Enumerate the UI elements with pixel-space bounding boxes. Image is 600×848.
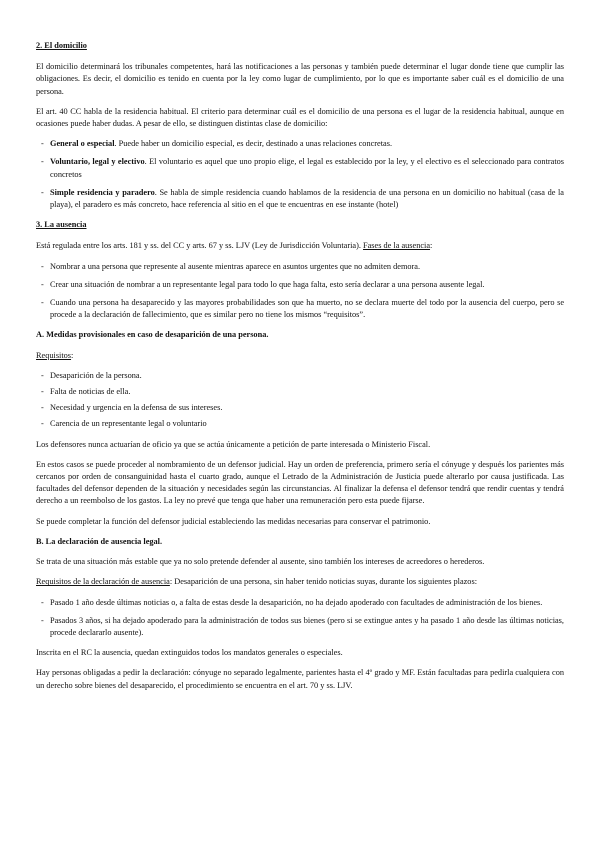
- subsection-title-end: .: [160, 536, 163, 546]
- paragraph: Los defensores nunca actuarían de oficio ya que se actúa únicamente a petición de parte interesada o Ministerio Fiscal.: [36, 439, 431, 449]
- list-item: [36, 156, 564, 180]
- section-title-domicilio: 2. El domicilio: [36, 41, 87, 50]
- list-item: - Falta de noticias de ella.: [36, 386, 564, 398]
- section-title-ausencia: 3. La ausencia: [36, 220, 87, 230]
- subsection-title-medidas: [36, 329, 564, 341]
- requisites-declaration-text: : Desaparición de una persona, sin haber tenido noticias suyas, durante los siguientes plazos:: [169, 577, 477, 587]
- list-item-term: Voluntario, legal y electivo: [50, 157, 145, 167]
- phases-label: Fases de la ausencia: [362, 241, 431, 251]
- list-item: - Pasados 3 años, si ha dejado apoderado para la administración de todos sus bienes (pero si se extingue antes y ha pasado 1 año desde las últimas noticias, procede declararlo ausente).: [36, 615, 564, 639]
- paragraph: [36, 240, 564, 252]
- list-item: - Crear una situación de nombrar a un representante legal para todo lo que haga falta, esto sería declarar a una persona ausente legal.: [36, 279, 564, 291]
- list-item: [36, 138, 564, 150]
- list-item: - Carencia de un representante legal o voluntario: [36, 418, 564, 430]
- paragraph: [36, 576, 564, 588]
- phases-list: [36, 261, 564, 322]
- list-item: - Necesidad y urgencia en la defensa de sus intereses.: [36, 402, 564, 414]
- paragraph: El domicilio determinará los tribunales competentes, hará las notificaciones a las personas y también puede determinar el lugar donde tiene que cumplir las obligaciones. Es decir, el domicilio es tenido en cuenta por la ley como lugar de cumplimiento, por lo que es importante saber cuál es el domicilio de una persona.: [36, 62, 564, 96]
- list-item: - Cuando una persona ha desaparecido y las mayores probabilidades son que ha muerto, no se declara muerte del todo por la ausencia del cuerpo, pero se procede a la declaración de fallecimiento, que es similar pero no tiene los mismos “requisitos”.: [36, 297, 564, 321]
- paragraph: Inscrita en el RC la ausencia, quedan extinguidos todos los mandatos generales o especiales.: [36, 648, 343, 658]
- requisites-list: [36, 370, 564, 431]
- paragraph: Se trata de una situación más estable que ya no solo pretende defender al ausente, sino también los intereses de acreedores o herederos.: [36, 557, 485, 567]
- list-item-text: . Puede haber un domicilio especial, es decir, destinado a unas relaciones concretas.: [114, 139, 393, 149]
- list-item: - Nombrar a una persona que represente al ausente mientras aparece en asuntos urgentes que no admiten demora.: [36, 261, 564, 273]
- list-item-text: . Se habla de simple residencia cuando hablamos de la residencia de una persona en un domicilio no habitual (casa de la playa), el paradero es más concreto, hace referencia al sitio en el que te encuentras en ese instante (hotel): [50, 187, 564, 210]
- paragraph: Se puede completar la función del defensor judicial estableciendo las medidas necesarias para conservar el patrimonio.: [36, 516, 431, 526]
- requisites-label-end: :: [71, 350, 74, 360]
- requisites-declaration-label: Requisitos de la declaración de ausencia: [36, 577, 170, 587]
- list-item-text: . El voluntario es aquel que uno propio elige, el legal es establecido por la ley, y el electivo es el seleccionado para contratos concretos: [50, 157, 565, 179]
- subsection-title-text: A. Medidas provisionales en caso de desaparición de una persona: [36, 330, 267, 340]
- requisites-label-line: [36, 350, 564, 362]
- list-item: - Pasado 1 año desde últimas noticias o, a falta de estas desde la desaparición, no ha dejado apoderado con facultades de administración de los bienes.: [36, 597, 564, 609]
- list-item: [36, 187, 564, 211]
- subsection-title-end: .: [266, 330, 269, 340]
- domicile-types-list: [36, 138, 564, 211]
- subsection-title-text: B. La declaración de ausencia legal: [36, 536, 160, 546]
- intro-end: :: [430, 241, 433, 251]
- list-item-term: General o especial: [50, 139, 115, 149]
- terms-list: [36, 597, 564, 640]
- paragraph: En estos casos se puede proceder al nombramiento de un defensor judicial. Hay un orden de preferencia, primero sería el cónyuge y después los parientes más cercanos por orden de consanguinidad hasta el cuarto grado, aunque el Letrado de la Administración de Justicia puede alterarlo por causa justificada. Las facultades del defensor dependen de la situación y necesidades según las circunstancias. Al finalizar la defensa el defensor tendrá que rendir cuentas y tendrá derecho a un reembolso de los gastos. La ley no prevé que tenga que haber una remuneración pero esta puede fijarse.: [36, 459, 564, 506]
- paragraph: El art. 40 CC habla de la residencia habitual. El criterio para determinar cuál es el domicilio de una persona es el lugar de la residencia habitual, aunque en ocasiones puede haber dudas. A pesar de ello, se distinguen distintas clase de domicilio:: [36, 106, 564, 129]
- subsection-title-declaracion: [36, 536, 564, 548]
- paragraph: Hay personas obligadas a pedir la declaración: cónyuge no separado legalmente, parientes hasta el 4º grado y MF. Están facultadas para pedirla cualquiera con un derecho sobre bienes del desaparecido, el procedimiento se encuentra en el art. 70 y ss. LJV.: [36, 668, 564, 690]
- list-item: - Desaparición de la persona.: [36, 370, 564, 382]
- intro-text: Está regulada entre los arts. 181 y ss. del CC y arts. 67 y ss. LJV (Ley de Jurisdicción Voluntaria).: [36, 241, 363, 251]
- requisites-label: Requisitos: [36, 350, 72, 360]
- list-item-term: Simple residencia y paradero: [50, 187, 155, 197]
